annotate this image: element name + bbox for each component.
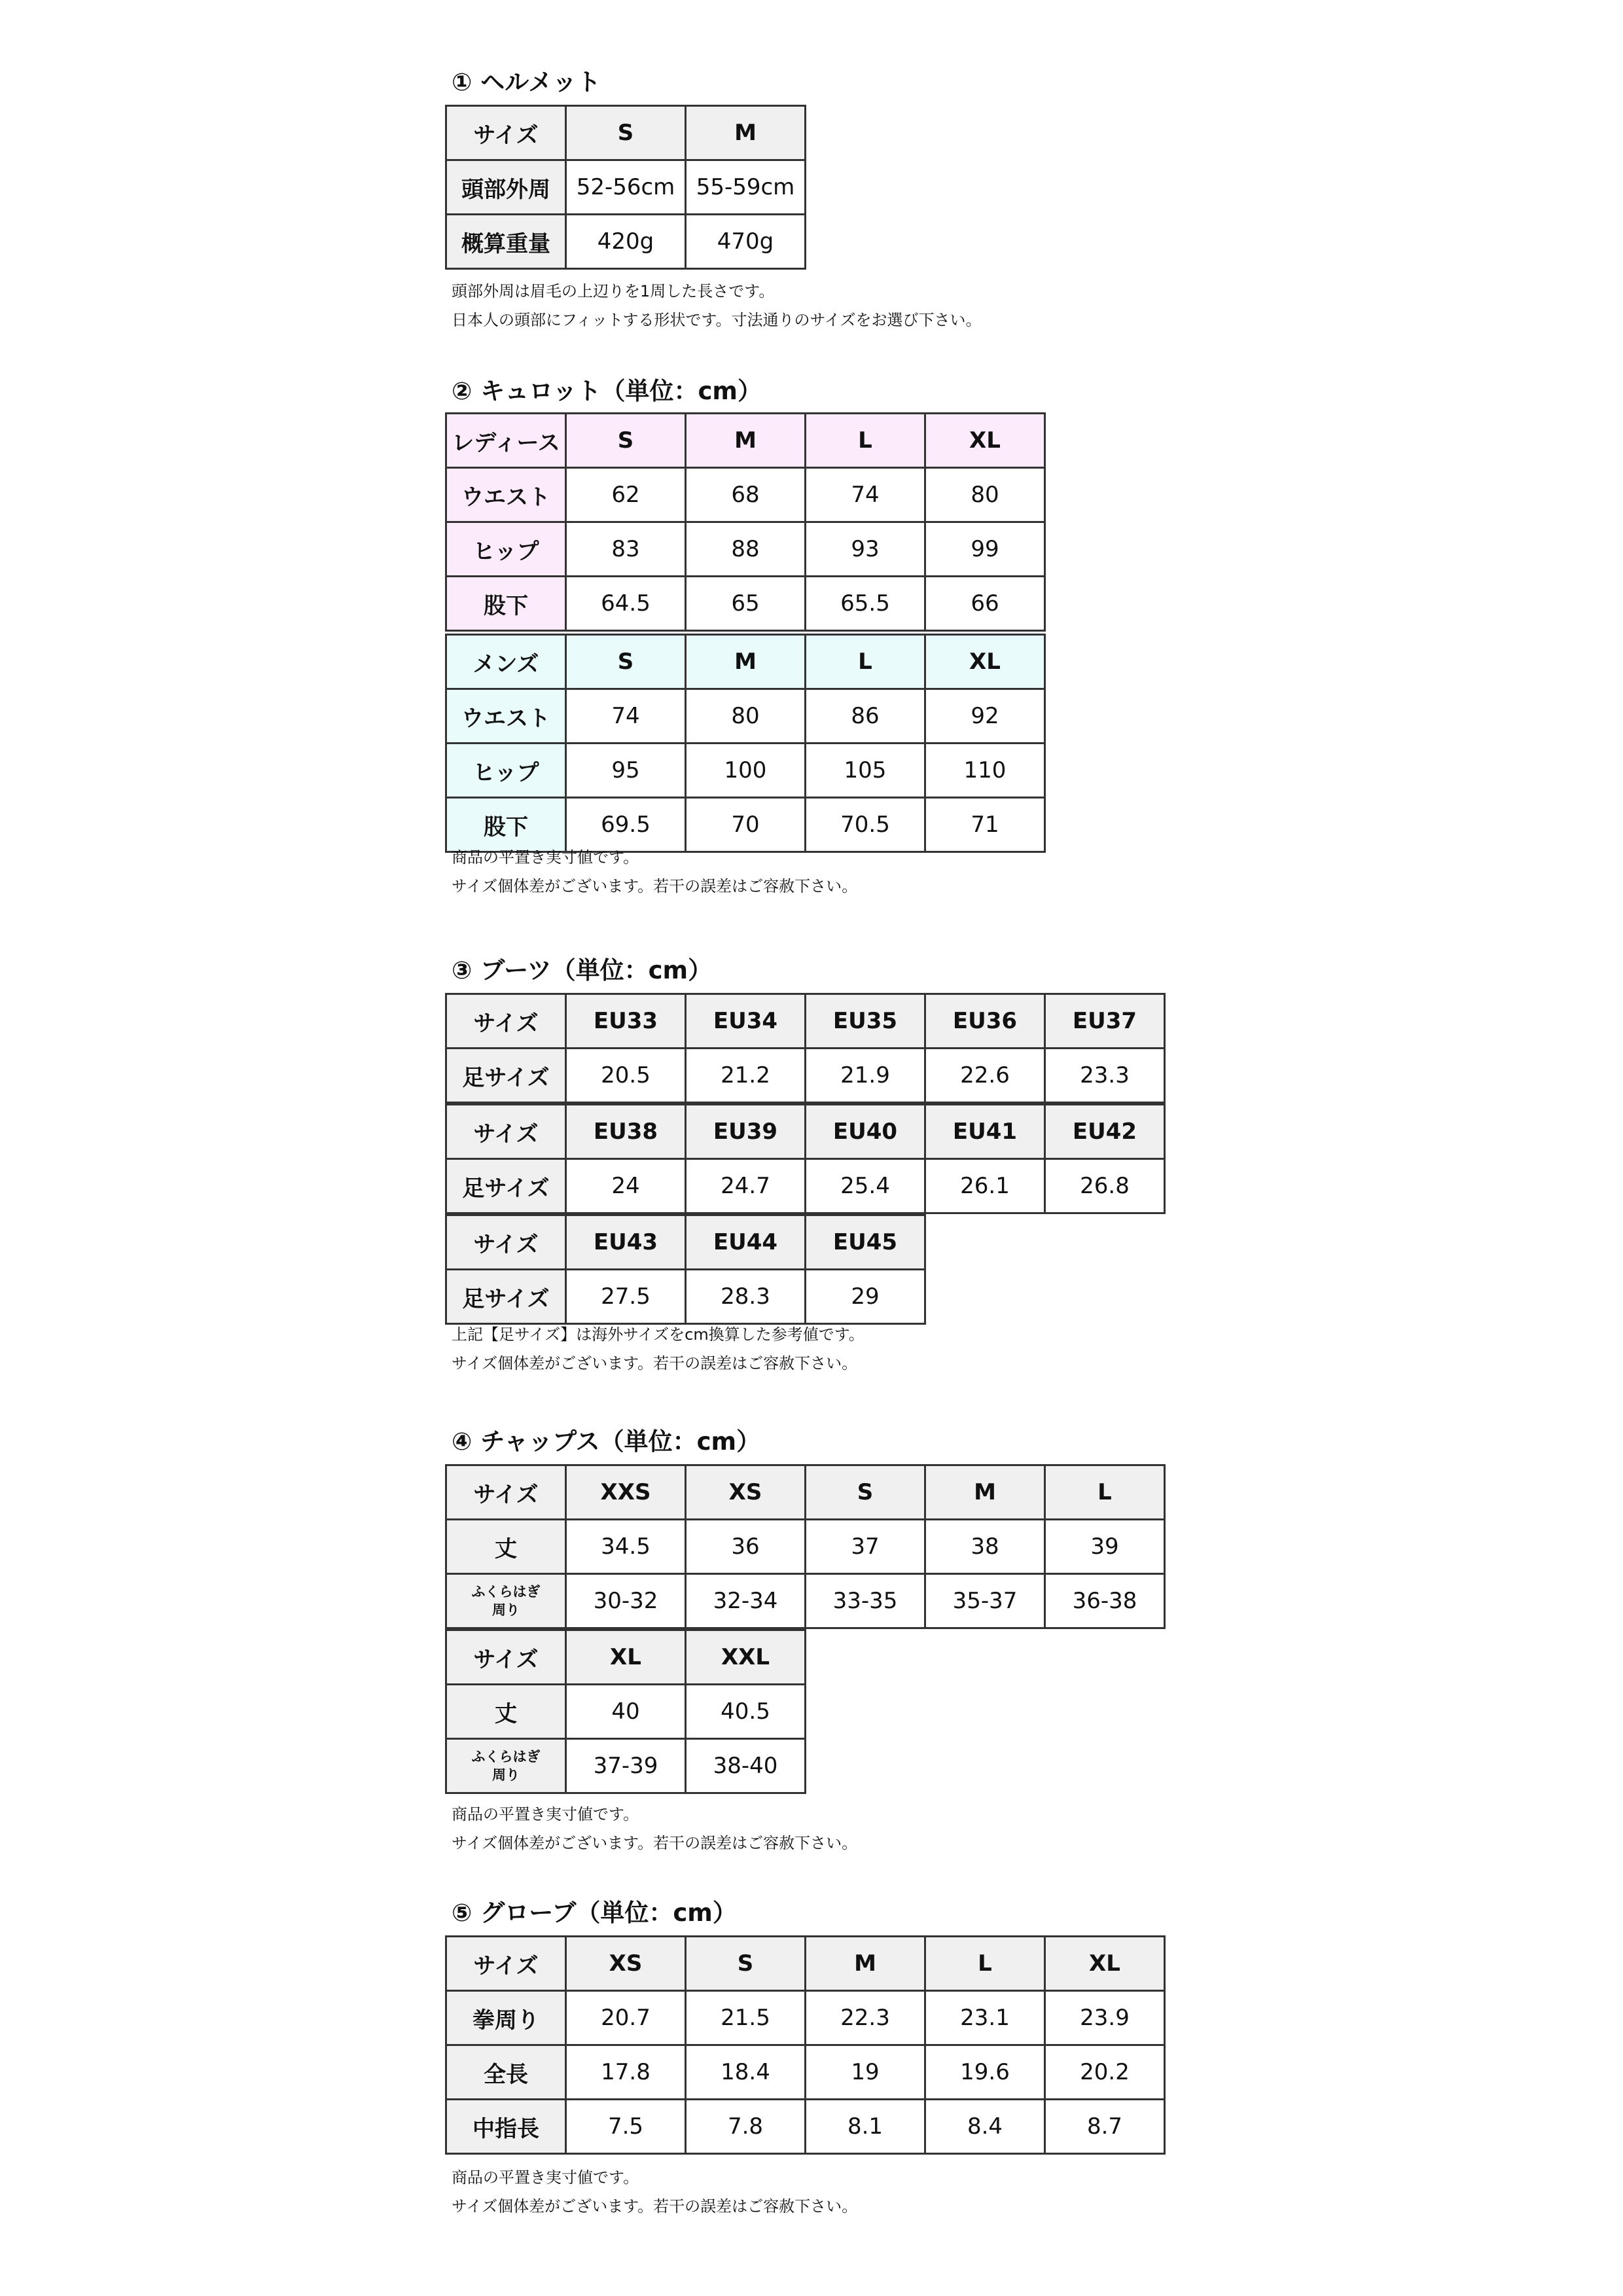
calf-line2: 周り bbox=[492, 1767, 520, 1783]
ladies-row-cell: 65.5 bbox=[804, 575, 926, 632]
mens-row-cell: 80 bbox=[685, 688, 806, 744]
gloves-header-label: サイズ bbox=[445, 1935, 567, 1992]
ladies-row-label: ウエスト bbox=[445, 467, 567, 523]
ladies-row-cell: 66 bbox=[924, 575, 1046, 632]
boots-row-label: 足サイズ bbox=[445, 1158, 567, 1214]
calf-line2: 周り bbox=[492, 1602, 520, 1618]
mens-header-cell: M bbox=[685, 634, 806, 690]
chaps-row-cell: 36 bbox=[685, 1518, 806, 1575]
ladies-row-cell: 64.5 bbox=[565, 575, 687, 632]
section-title: ③ ブーツ（単位：cm） bbox=[452, 956, 713, 984]
chaps-row-cell: 40 bbox=[565, 1683, 687, 1740]
mens-row-label: ウエスト bbox=[445, 688, 567, 744]
note-line: サイズ個体差がございます。若干の誤差はご容赦下さい。 bbox=[452, 1354, 858, 1372]
chaps-row-cell: 37 bbox=[804, 1518, 926, 1575]
chaps-header-cell: XS bbox=[685, 1464, 806, 1520]
boots-row-cell: 26.8 bbox=[1044, 1158, 1166, 1214]
mens-row-cell: 71 bbox=[924, 797, 1046, 853]
header-label: サイズ bbox=[445, 105, 567, 161]
gloves-row-cell: 21.5 bbox=[685, 1990, 806, 2046]
chaps-row-label: 丈 bbox=[445, 1518, 567, 1575]
chaps-header-cell: L bbox=[1044, 1464, 1166, 1520]
boots-row-cell: 21.2 bbox=[685, 1047, 806, 1103]
chaps-cell: 35-37 bbox=[924, 1573, 1046, 1629]
ladies-row-cell: 62 bbox=[565, 467, 687, 523]
ladies-row-cell: 68 bbox=[685, 467, 806, 523]
boots-row-cell: 27.5 bbox=[565, 1268, 687, 1325]
boots-row-label: 足サイズ bbox=[445, 1047, 567, 1103]
calf-line1: ふくらはぎ bbox=[471, 1584, 541, 1600]
chaps-cell: 37-39 bbox=[565, 1738, 687, 1794]
row-cell: 55-59cm bbox=[685, 159, 806, 215]
calf-label bbox=[445, 1573, 567, 1629]
section-title: ④ チャップス（単位：cm） bbox=[452, 1427, 761, 1456]
gloves-row-cell: 8.7 bbox=[1044, 2098, 1166, 2155]
gloves-row-cell: 20.7 bbox=[565, 1990, 687, 2046]
ladies-row-cell: 99 bbox=[924, 521, 1046, 577]
boots-row-cell: 26.1 bbox=[924, 1158, 1046, 1214]
section-title: ⑤ グローブ（単位：cm） bbox=[452, 1899, 737, 1927]
section-title: ① ヘルメット bbox=[452, 68, 601, 96]
ladies-row-cell: 83 bbox=[565, 521, 687, 577]
note-line: サイズ個体差がございます。若干の誤差はご容赦下さい。 bbox=[452, 1834, 858, 1852]
boots-row-cell: 29 bbox=[804, 1268, 926, 1325]
ladies-row-label: ヒップ bbox=[445, 521, 567, 577]
chaps-header-cell: XL bbox=[565, 1629, 687, 1685]
header-cell: S bbox=[565, 105, 687, 161]
gloves-row-cell: 7.5 bbox=[565, 2098, 687, 2155]
boots-header-cell: EU43 bbox=[565, 1214, 687, 1270]
mens-row-cell: 92 bbox=[924, 688, 1046, 744]
notes bbox=[452, 2163, 857, 2221]
mens-row-label: ヒップ bbox=[445, 742, 567, 798]
section-title: ② キュロット（単位：cm） bbox=[452, 377, 762, 405]
chaps-cell: 38-40 bbox=[685, 1738, 806, 1794]
mens-row-cell: 70 bbox=[685, 797, 806, 853]
boots-row-label: 足サイズ bbox=[445, 1268, 567, 1325]
ladies-row-cell: 93 bbox=[804, 521, 926, 577]
gloves-row-cell: 23.9 bbox=[1044, 1990, 1166, 2046]
boots-header-label: サイズ bbox=[445, 1214, 567, 1270]
boots-row-cell: 20.5 bbox=[565, 1047, 687, 1103]
note-line: 商品の平置き実寸値です。 bbox=[452, 2168, 639, 2187]
mens-row-cell: 70.5 bbox=[804, 797, 926, 853]
gloves-row-label: 中指長 bbox=[445, 2098, 567, 2155]
ladies-header-cell: L bbox=[804, 412, 926, 469]
notes bbox=[452, 1800, 857, 1857]
note-line: 商品の平置き実寸値です。 bbox=[452, 848, 639, 867]
gloves-row-cell: 8.4 bbox=[924, 2098, 1046, 2155]
boots-header-cell: EU33 bbox=[565, 993, 687, 1049]
mens-header-cell: L bbox=[804, 634, 926, 690]
boots-header-label: サイズ bbox=[445, 1103, 567, 1160]
header-cell: M bbox=[685, 105, 806, 161]
gloves-row-cell: 19.6 bbox=[924, 2044, 1046, 2100]
mens-row-label: 股下 bbox=[445, 797, 567, 853]
mens-header-label: メンズ bbox=[445, 634, 567, 690]
chaps-header-cell: S bbox=[804, 1464, 926, 1520]
boots-header-cell: EU42 bbox=[1044, 1103, 1166, 1160]
ladies-header-cell: S bbox=[565, 412, 687, 469]
boots-header-cell: EU36 bbox=[924, 993, 1046, 1049]
gloves-row-cell: 17.8 bbox=[565, 2044, 687, 2100]
gloves-row-cell: 19 bbox=[804, 2044, 926, 2100]
note-line: 頭部外周は眉毛の上辺りを1周した長さです。 bbox=[452, 282, 775, 300]
ladies-row-cell: 88 bbox=[685, 521, 806, 577]
mens-row-cell: 69.5 bbox=[565, 797, 687, 853]
boots-header-cell: EU44 bbox=[685, 1214, 806, 1270]
note-line: 上記【足サイズ】は海外サイズをcm換算した参考値です。 bbox=[452, 1325, 865, 1344]
boots-header-cell: EU40 bbox=[804, 1103, 926, 1160]
mens-row-cell: 105 bbox=[804, 742, 926, 798]
ladies-row-cell: 80 bbox=[924, 467, 1046, 523]
boots-header-cell: EU38 bbox=[565, 1103, 687, 1160]
chaps-cell: 36-38 bbox=[1044, 1573, 1166, 1629]
chaps-row-label: 丈 bbox=[445, 1683, 567, 1740]
boots-row-cell: 23.3 bbox=[1044, 1047, 1166, 1103]
gloves-row-cell: 8.1 bbox=[804, 2098, 926, 2155]
gloves-header-cell: S bbox=[685, 1935, 806, 1992]
mens-header-cell: S bbox=[565, 634, 687, 690]
row-cell: 52-56cm bbox=[565, 159, 687, 215]
boots-header-cell: EU39 bbox=[685, 1103, 806, 1160]
boots-header-cell: EU37 bbox=[1044, 993, 1166, 1049]
note-line: サイズ個体差がございます。若干の誤差はご容赦下さい。 bbox=[452, 877, 858, 895]
calf-label bbox=[445, 1738, 567, 1794]
ladies-row-label: 股下 bbox=[445, 575, 567, 632]
boots-header-cell: EU34 bbox=[685, 993, 806, 1049]
mens-header-cell: XL bbox=[924, 634, 1046, 690]
chaps-row-cell: 34.5 bbox=[565, 1518, 687, 1575]
gloves-row-label: 拳周り bbox=[445, 1990, 567, 2046]
boots-row-cell: 22.6 bbox=[924, 1047, 1046, 1103]
chaps-row-cell: 39 bbox=[1044, 1518, 1166, 1575]
mens-row-cell: 100 bbox=[685, 742, 806, 798]
chaps-cell: 30-32 bbox=[565, 1573, 687, 1629]
boots-row-cell: 24 bbox=[565, 1158, 687, 1214]
calf-line1: ふくらはぎ bbox=[471, 1749, 541, 1765]
ladies-header-label: レディース bbox=[445, 412, 567, 469]
ladies-row-cell: 65 bbox=[685, 575, 806, 632]
ladies-header-cell: M bbox=[685, 412, 806, 469]
gloves-row-cell: 7.8 bbox=[685, 2098, 806, 2155]
mens-row-cell: 74 bbox=[565, 688, 687, 744]
mens-row-cell: 95 bbox=[565, 742, 687, 798]
chaps-cell: 33-35 bbox=[804, 1573, 926, 1629]
chaps-header-cell: XXS bbox=[565, 1464, 687, 1520]
boots-header-cell: EU41 bbox=[924, 1103, 1046, 1160]
notes bbox=[452, 843, 857, 901]
boots-header-cell: EU45 bbox=[804, 1214, 926, 1270]
note-line: 商品の平置き実寸値です。 bbox=[452, 1805, 639, 1823]
mens-row-cell: 110 bbox=[924, 742, 1046, 798]
chaps-row-cell: 38 bbox=[924, 1518, 1046, 1575]
boots-row-cell: 28.3 bbox=[685, 1268, 806, 1325]
row-cell: 470g bbox=[685, 213, 806, 270]
boots-row-cell: 25.4 bbox=[804, 1158, 926, 1214]
boots-header-cell: EU35 bbox=[804, 993, 926, 1049]
gloves-header-cell: XS bbox=[565, 1935, 687, 1992]
boots-row-cell: 21.9 bbox=[804, 1047, 926, 1103]
boots-row-cell: 24.7 bbox=[685, 1158, 806, 1214]
boots-header-label: サイズ bbox=[445, 993, 567, 1049]
row-label: 頭部外周 bbox=[445, 159, 567, 215]
note-line: 日本人の頭部にフィットする形状です。寸法通りのサイズをお選び下さい。 bbox=[452, 311, 982, 329]
gloves-row-cell: 23.1 bbox=[924, 1990, 1046, 2046]
gloves-row-cell: 20.2 bbox=[1044, 2044, 1166, 2100]
notes bbox=[452, 277, 982, 334]
gloves-row-cell: 18.4 bbox=[685, 2044, 806, 2100]
chaps-row-cell: 40.5 bbox=[685, 1683, 806, 1740]
gloves-header-cell: L bbox=[924, 1935, 1046, 1992]
chaps-header-cell: XXL bbox=[685, 1629, 806, 1685]
note-line: サイズ個体差がございます。若干の誤差はご容赦下さい。 bbox=[452, 2197, 858, 2215]
chaps-cell: 32-34 bbox=[685, 1573, 806, 1629]
row-cell: 420g bbox=[565, 213, 687, 270]
row-label: 概算重量 bbox=[445, 213, 567, 270]
mens-row-cell: 86 bbox=[804, 688, 926, 744]
ladies-header-cell: XL bbox=[924, 412, 1046, 469]
notes bbox=[452, 1320, 865, 1378]
chaps-header-cell: M bbox=[924, 1464, 1046, 1520]
calf-label-text bbox=[472, 1583, 541, 1619]
calf-label-text bbox=[472, 1748, 541, 1784]
gloves-row-cell: 22.3 bbox=[804, 1990, 926, 2046]
chaps-header-label: サイズ bbox=[445, 1629, 567, 1685]
gloves-row-label: 全長 bbox=[445, 2044, 567, 2100]
ladies-row-cell: 74 bbox=[804, 467, 926, 523]
chaps-header-label: サイズ bbox=[445, 1464, 567, 1520]
gloves-header-cell: M bbox=[804, 1935, 926, 1992]
gloves-header-cell: XL bbox=[1044, 1935, 1166, 1992]
